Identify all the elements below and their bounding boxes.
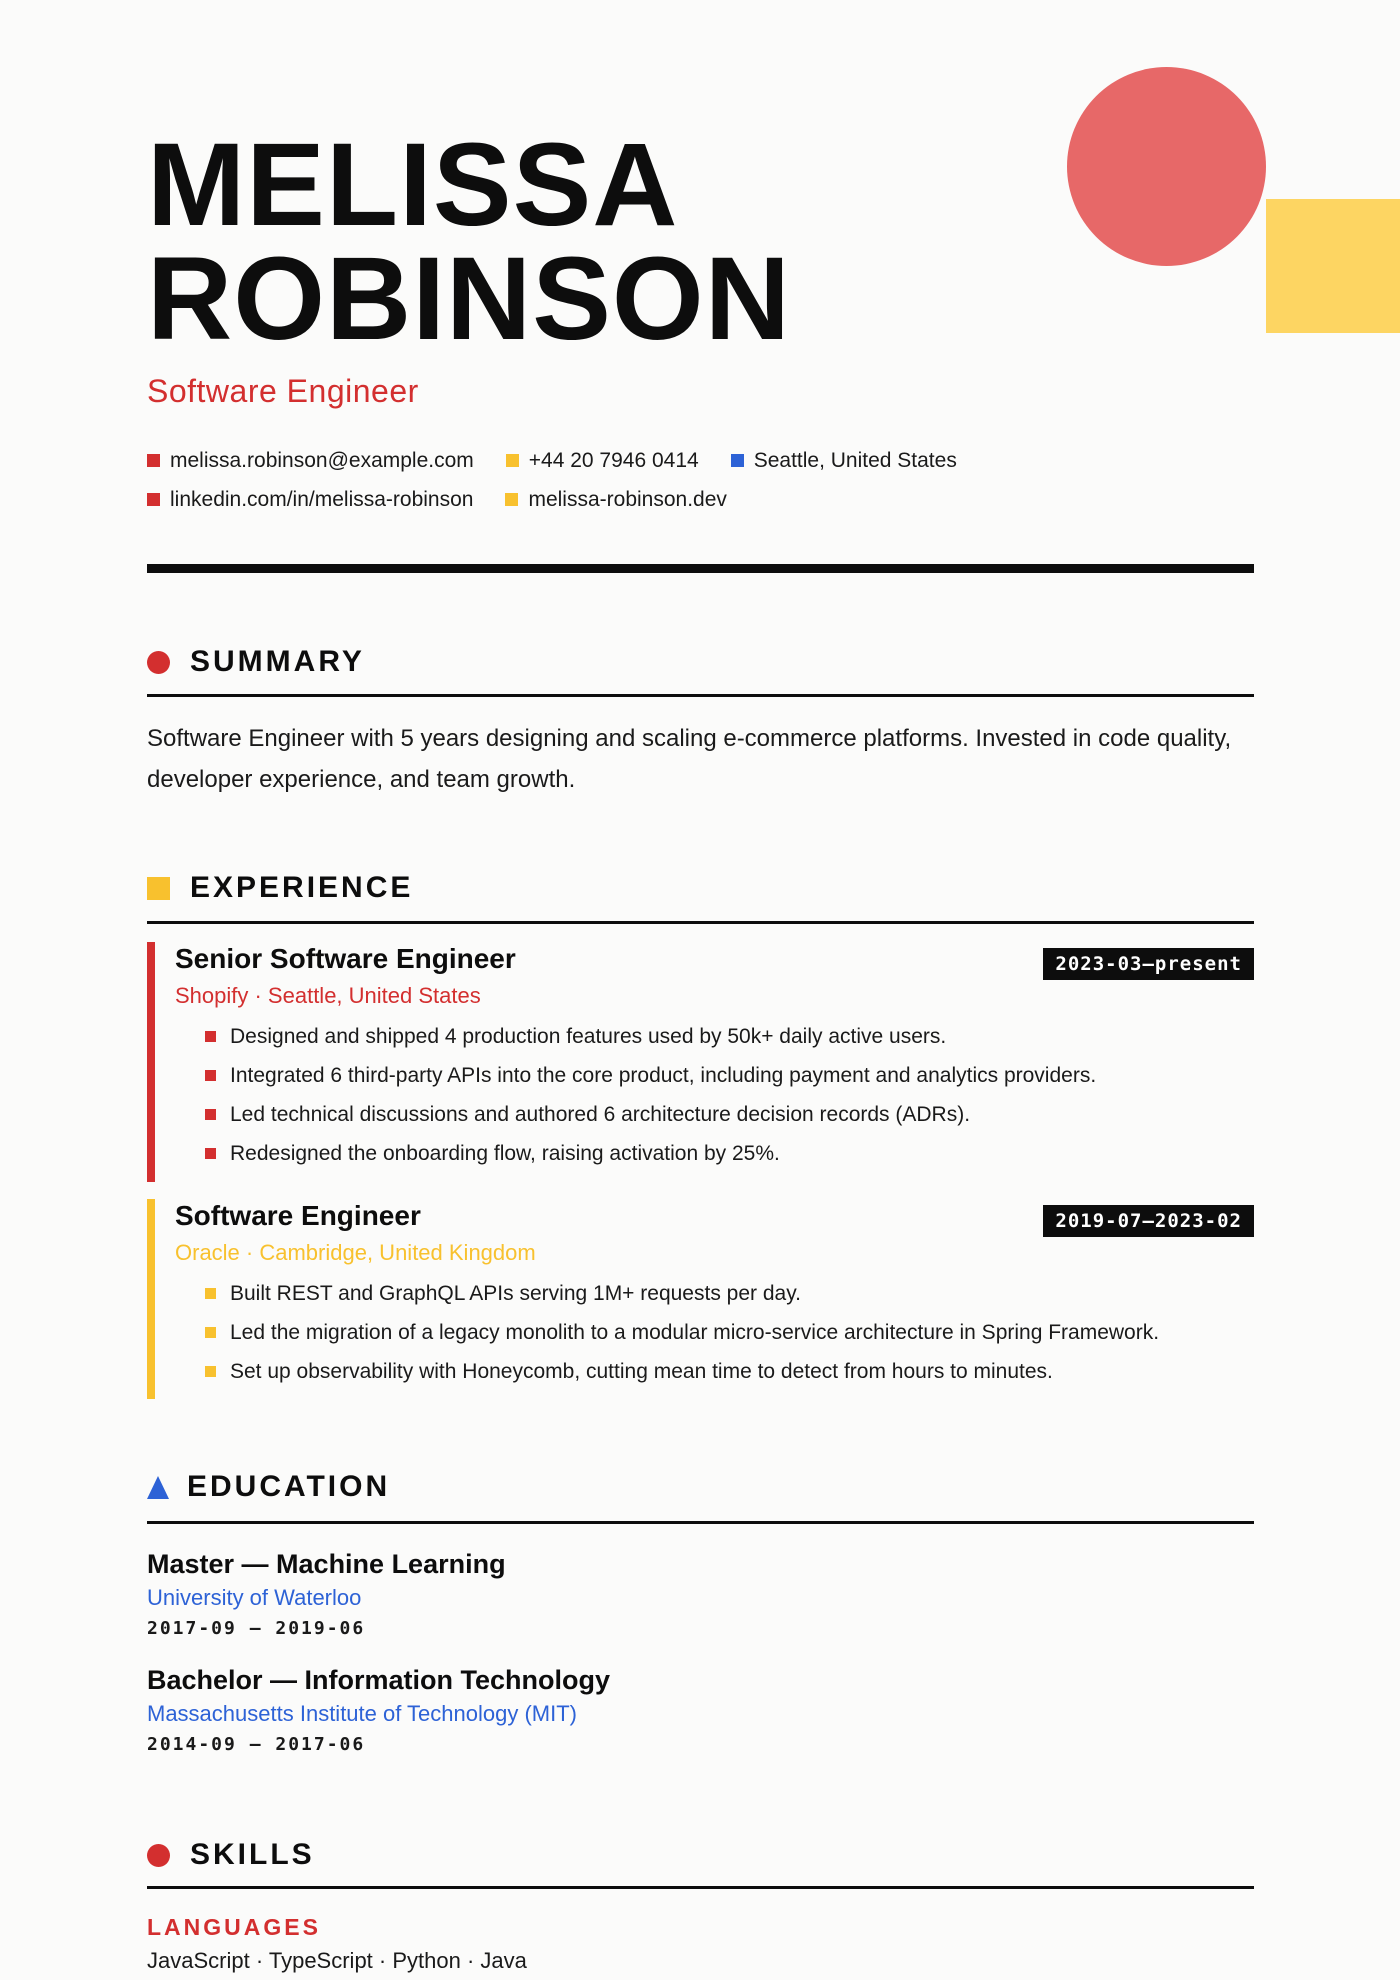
contact-phone[interactable] [506,449,699,473]
degree: Bachelor — Information Technology [147,1665,611,1695]
date-badge: 2019-07—2023-02 [1043,1205,1254,1237]
experience-entry [147,1199,1254,1399]
accent-bar [147,942,155,1182]
degree: Master — Machine Learning [147,1549,506,1579]
square-bullet-icon [205,1109,216,1120]
email-text: melissa.robinson@example.com [170,448,474,472]
contact-block [147,441,1254,519]
website-text: melissa-robinson.dev [528,487,727,511]
list-item: Integrated 6 third-party APIs into the core product, including payment and analytics providers. [175,1063,1254,1088]
yellow-square-icon [147,877,170,900]
phone-text: +44 20 7946 0414 [528,448,699,472]
square-bullet-icon [205,1148,216,1159]
list-item: Built REST and GraphQL APIs serving 1M+ requests per day. [175,1281,1254,1306]
skill-category: LANGUAGES [147,1914,321,1940]
job-role: Software Engineer [147,373,419,409]
section-divider [147,1521,1254,1524]
contact-location [731,449,957,473]
accent-bar [147,1199,155,1399]
square-bullet-icon [147,493,160,506]
skills-heading [147,1838,1254,1872]
experience-entry [147,942,1254,1182]
section-title: SUMMARY [190,645,365,678]
summary-text: Software Engineer with 5 years designing and scaling e-commerce platforms. Invested in code quality, developer experience, and team growth. [147,725,1232,793]
job-company: Oracle · Cambridge, United Kingdom [175,1240,536,1265]
education-dates: 2017-09 – 2019-06 [147,1618,366,1639]
list-item: Led the migration of a legacy monolith to a modular micro-service architecture in Spring Framework. [175,1320,1254,1345]
square-bullet-icon [205,1366,216,1377]
education-dates: 2014-09 – 2017-06 [147,1734,366,1755]
blue-triangle-icon [147,1476,169,1499]
list-item: Redesigned the onboarding flow, raising activation by 25%. [175,1141,1254,1166]
section-divider [147,921,1254,924]
square-bullet-icon [506,454,519,467]
date-badge: 2023-03—present [1043,948,1254,980]
square-bullet-icon [147,454,160,467]
header-divider [147,564,1254,573]
job-bullets [175,1024,1254,1166]
decorative-rectangle [1266,199,1400,333]
contact-row [147,480,1254,519]
list-item: Led technical discussions and authored 6 architecture decision records (ADRs). [175,1102,1254,1127]
section-title: EXPERIENCE [190,871,414,904]
location-text: Seattle, United States [753,448,957,472]
section-divider [147,1886,1254,1889]
job-title: Senior Software Engineer [175,943,516,974]
school: University of Waterloo [147,1585,362,1610]
square-bullet-icon [731,454,744,467]
job-company: Shopify · Seattle, United States [175,983,481,1008]
education-heading [147,1470,1254,1504]
square-bullet-icon [205,1327,216,1338]
skill-list: JavaScript · TypeScript · Python · Java [147,1948,527,1973]
contact-row [147,441,1254,480]
last-name: ROBINSON [147,233,791,365]
contact-linkedin[interactable] [147,488,473,512]
school: Massachusetts Institute of Technology (MIT) [147,1701,577,1726]
contact-email[interactable] [147,449,474,473]
first-name: MELISSA [147,119,679,251]
red-circle-icon [147,1844,170,1867]
section-divider [147,694,1254,697]
summary-heading [147,645,1254,679]
square-bullet-icon [205,1070,216,1081]
job-bullets [175,1281,1254,1384]
job-title: Software Engineer [175,1200,421,1231]
linkedin-text: linkedin.com/in/melissa-robinson [170,487,474,511]
section-title: SKILLS [190,1838,315,1871]
education-entry [147,1664,1254,1755]
candidate-name [147,119,791,365]
contact-website[interactable] [505,488,726,512]
square-bullet-icon [205,1031,216,1042]
list-item: Set up observability with Honeycomb, cutting mean time to detect from hours to minutes. [175,1359,1254,1384]
experience-heading [147,871,1254,905]
education-entry [147,1548,1254,1639]
square-bullet-icon [205,1288,216,1299]
list-item: Designed and shipped 4 production features used by 50k+ daily active users. [175,1024,1254,1049]
square-bullet-icon [505,493,518,506]
section-title: EDUCATION [187,1470,391,1503]
red-circle-icon [147,651,170,674]
decorative-circle [1067,67,1266,266]
